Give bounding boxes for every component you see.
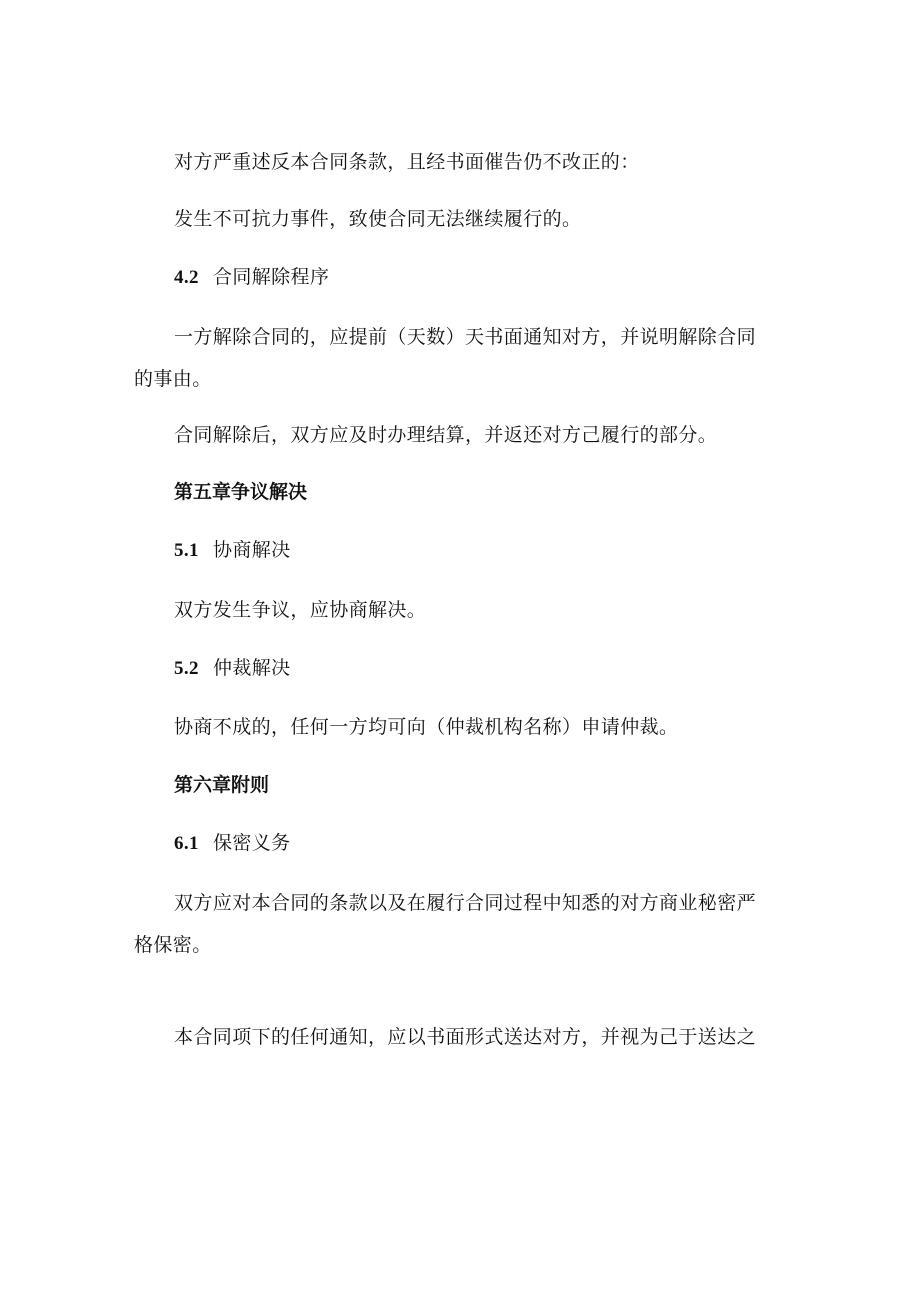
section-number: 5.1 [174,540,199,561]
paragraph-confidentiality: 双方应对本合同的条款以及在履行合同过程中知悉的对方商业秘密严 [174,892,757,914]
chapter-heading-6: 第六章附则 [174,774,270,796]
section-number: 6.1 [174,833,199,854]
paragraph-notices: 本合同项下的任何通知，应以书面形式送达对方，并视为己于送达之 [174,1026,757,1048]
section-number: 5.2 [174,658,199,679]
section-heading-5-1 [174,538,291,563]
paragraph-arbitration: 协商不成的，任何一方均可向（仲裁机构名称）申请仲裁。 [174,716,679,738]
section-heading-5-2 [174,656,291,681]
paragraph-force-majeure: 发生不可抗力事件，致使合同无法继续履行的。 [174,208,582,230]
section-title: 协商解决 [212,539,291,561]
chapter-heading-5: 第五章争议解决 [174,481,308,503]
paragraph-negotiation: 双方发生争议，应协商解决。 [174,599,427,621]
paragraph-termination-notice-cont: 的事由。 [134,368,212,390]
section-number: 4.2 [174,267,199,288]
section-title: 合同解除程序 [212,266,330,288]
paragraph-breach-clause: 对方严重述反本合同条款，且经书面催告仍不改正的： [174,151,640,173]
paragraph-settlement: 合同解除后，双方应及时办理结算，并返还对方己履行的部分。 [174,424,718,446]
section-title: 保密义务 [212,832,291,854]
paragraph-termination-notice: 一方解除合同的，应提前（天数）天书面通知对方，并说明解除合同 [174,326,757,348]
paragraph-confidentiality-cont: 格保密。 [134,934,212,956]
section-heading-4-2 [174,265,329,290]
section-heading-6-1 [174,831,291,856]
section-title: 仲裁解决 [212,657,291,679]
